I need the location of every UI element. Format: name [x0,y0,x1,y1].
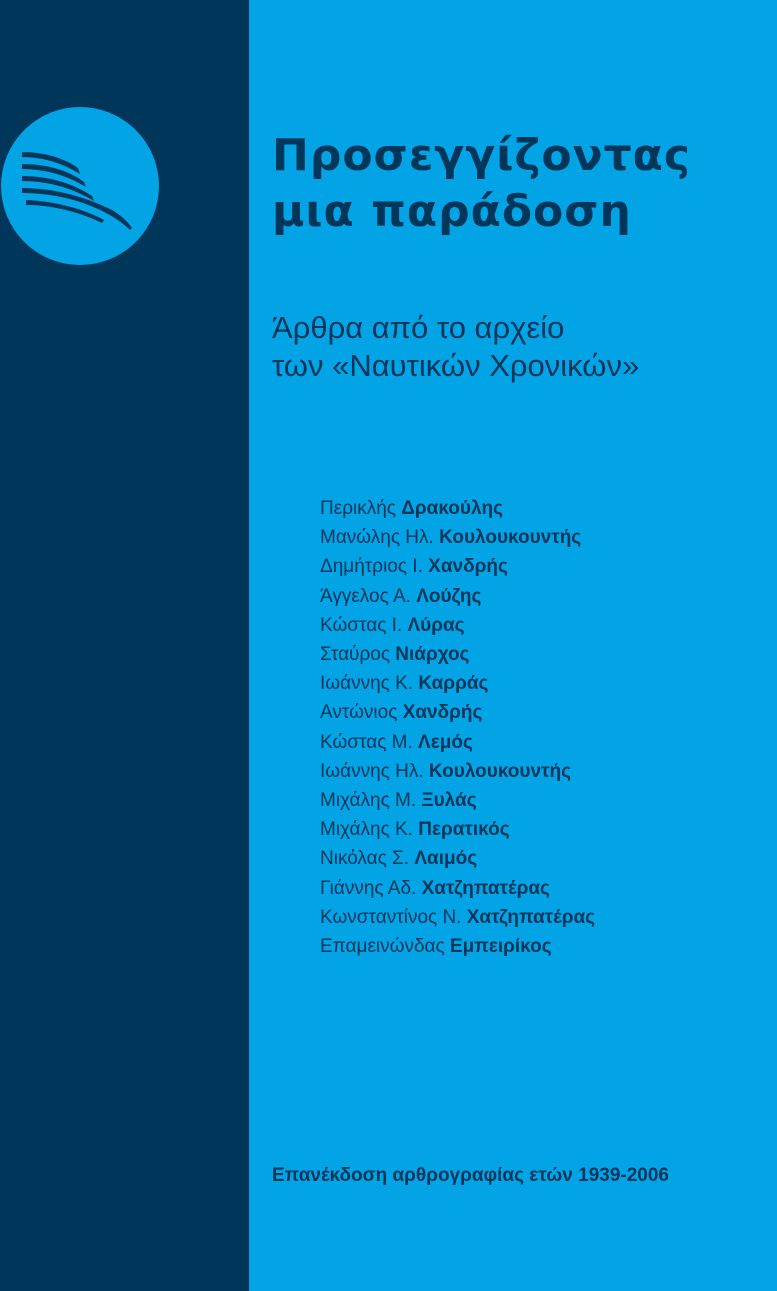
title-line-1: Προσεγγίζοντας [272,130,691,181]
author-given-name: Αντώνιος [320,702,398,724]
author-surname: Δρακούλης [401,498,504,519]
author-surname: Λεμός [418,731,473,753]
author-given-name: Μιχάλης Κ. [320,819,413,841]
author-given-name: Κώστας Μ. [320,731,413,753]
author-item [320,903,595,932]
author-surname: Περατικός [418,819,510,841]
author-given-name: Κωνσταντίνος Ν. [320,906,462,928]
author-surname: Λύρας [407,614,465,636]
author-surname: Κουλουκουντής [439,527,582,549]
author-item [320,874,595,903]
author-given-name: Μιχάλης Μ. [320,790,417,812]
author-item [320,552,595,581]
author-item [320,523,595,552]
logo-circle [1,107,159,265]
author-item [320,669,595,698]
author-surname: Καρράς [418,673,489,695]
author-given-name: Κώστας Ι. [320,614,403,636]
book-subtitle [272,309,639,385]
author-surname: Χανδρής [428,556,508,578]
title-line-2: μια παράδοση [272,186,632,237]
author-item [320,611,595,640]
author-given-name: Περικλής [320,498,396,519]
book-title [272,128,691,240]
wave-stripes-icon [0,106,160,266]
author-surname: Κουλουκουντής [428,760,572,782]
author-item [320,786,595,815]
author-surname: Νιάρχος [395,644,470,666]
author-item [320,932,595,961]
author-item [320,815,595,844]
author-given-name: Ιωάννης Κ. [320,673,414,695]
subtitle-line-1: Άρθρα από το αρχείο [272,310,565,345]
author-item [320,844,595,873]
author-item [320,582,595,611]
author-given-name: Άγγελος Α. [320,585,411,607]
author-item [320,494,595,523]
author-item [320,757,595,786]
author-item [320,698,595,727]
author-surname: Ξυλάς [421,790,477,812]
author-surname: Χατζηπατέρας [421,877,550,899]
author-surname: Χατζηπατέρας [466,906,596,928]
author-given-name: Μανώλης Ηλ. [320,527,434,549]
author-surname: Χανδρής [402,702,483,724]
author-surname: Λαιμός [414,848,478,870]
author-given-name: Νικόλας Σ. [320,848,410,870]
author-surname: Λούζης [416,585,482,607]
author-given-name: Επαμεινώνδας [320,936,445,958]
author-list [320,494,595,961]
author-given-name: Δημήτριος Ι. [320,556,423,578]
author-given-name: Σταύρος [320,644,390,666]
author-given-name: Γιάννης Αδ. [320,877,417,899]
reissue-note: Επανέκδοση αρθρογραφίας ετών 1939-2006 [272,1165,669,1186]
author-given-name: Ιωάννης Ηλ. [320,760,424,782]
author-item [320,728,595,757]
author-item [320,640,595,669]
author-surname: Εμπειρίκος [449,936,552,958]
subtitle-line-2: των «Ναυτικών Χρονικών» [272,348,640,383]
